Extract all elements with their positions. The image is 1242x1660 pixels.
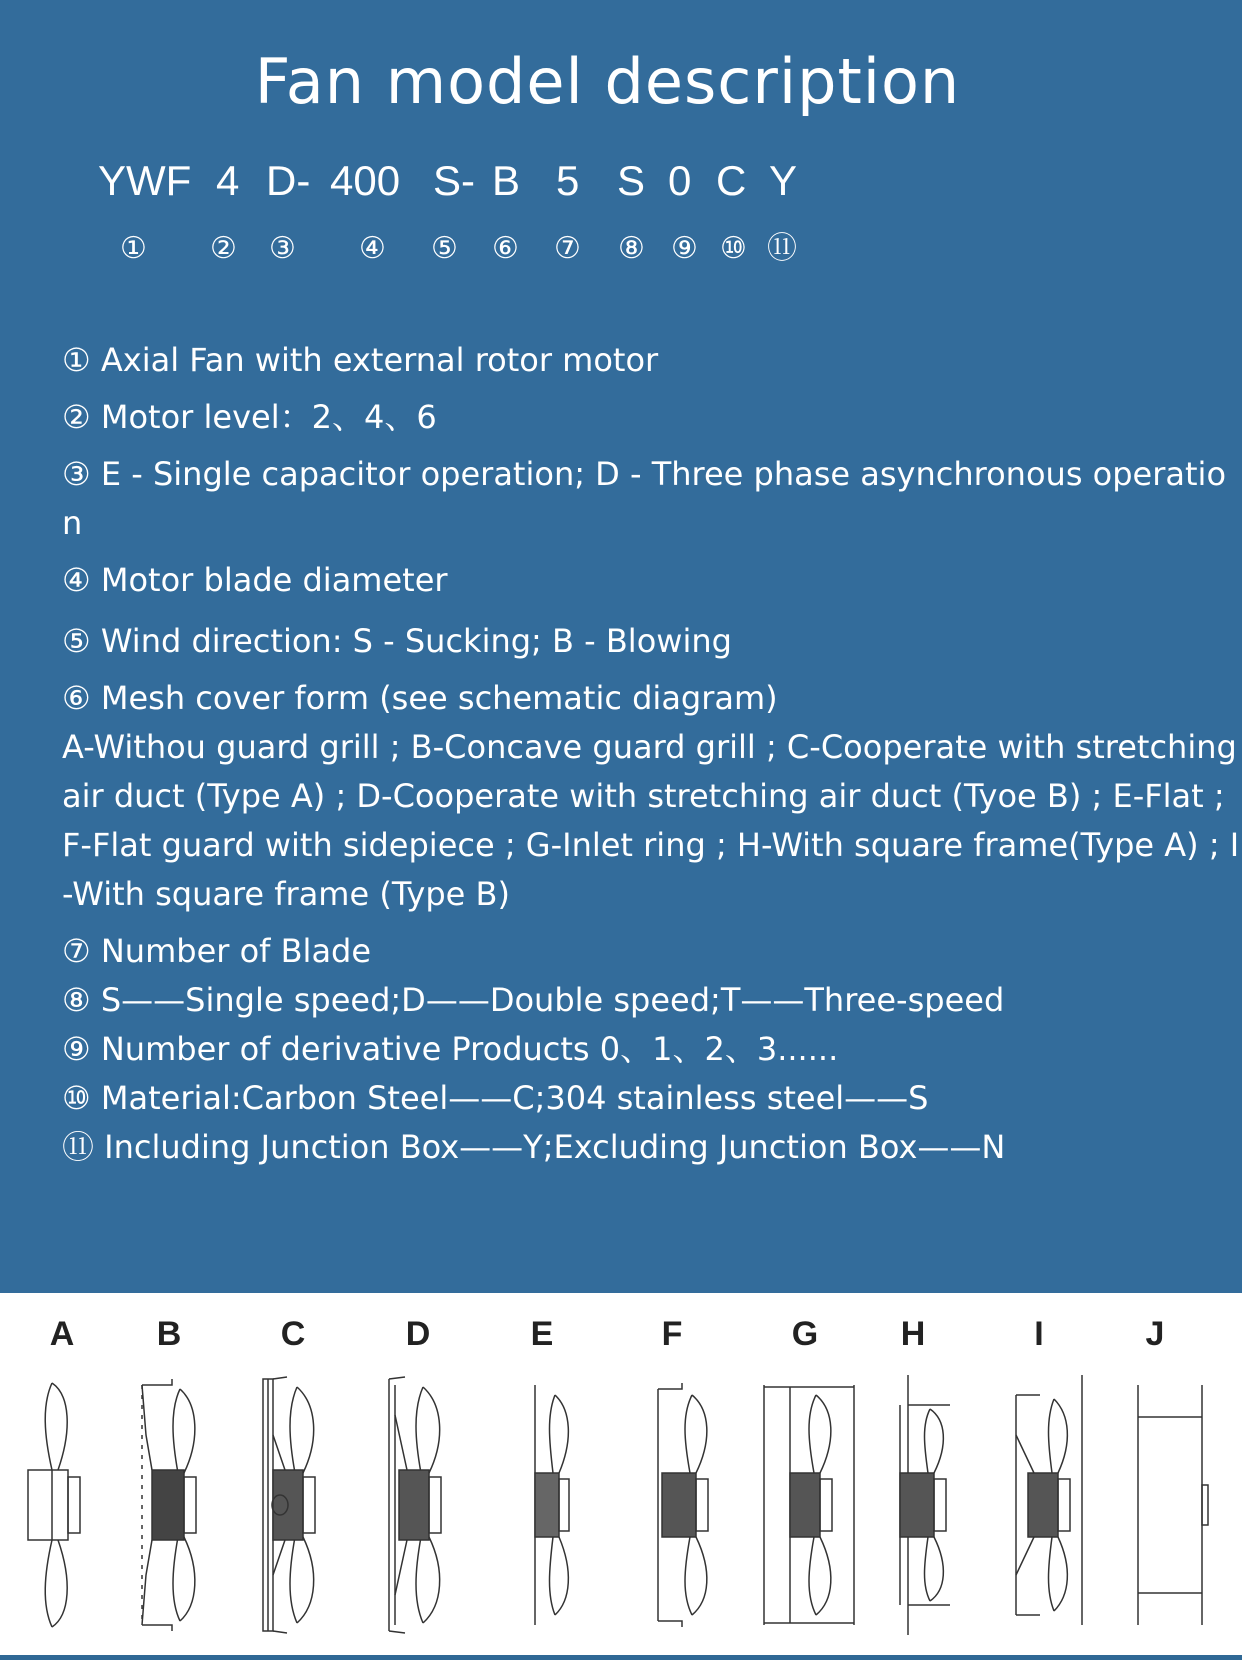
item-material: ⑩ Material:Carbon Steel——C;304 stainless steel——S (62, 1079, 929, 1117)
diagram-label-j: J (1145, 1315, 1165, 1353)
item-motor-level: ② Motor level：2、4、6 (62, 398, 437, 436)
code-number-8: ⑧ (618, 231, 645, 266)
diagram-label-a: A (49, 1315, 75, 1353)
diagram-labels (0, 1315, 1242, 1365)
diagram-label-e: E (530, 1315, 554, 1353)
code-number-5: ⑤ (431, 231, 458, 266)
fan-diagram-h (890, 1375, 960, 1635)
code-part-junction: Y (769, 157, 798, 204)
item-motor-operation: ③ E - Single capacitor operation; D - Three phase asynchronous operation (62, 455, 1227, 542)
fan-diagram-e (525, 1375, 585, 1635)
code-part-motor-type: D- (266, 157, 311, 204)
fan-diagram-d (385, 1375, 465, 1635)
item-wind-direction: ⑤ Wind direction: S - Sucking; B - Blowing (62, 622, 732, 660)
item-fan-type: ① Axial Fan with external rotor motor (62, 341, 659, 379)
fan-diagram-i (1010, 1375, 1090, 1635)
code-number-row (0, 229, 1242, 269)
code-part-ywf: YWF (98, 157, 192, 204)
diagram-label-c: C (280, 1315, 306, 1353)
code-part-blades: 5 (556, 157, 580, 204)
code-number-7: ⑦ (554, 231, 581, 266)
model-code-row (0, 150, 1242, 212)
code-number-11: ⑪ (767, 231, 797, 266)
description-list (62, 336, 1242, 1172)
code-number-1: ① (120, 231, 147, 266)
bottom-border (0, 1655, 1242, 1660)
code-part-speed: S (617, 157, 646, 204)
code-number-3: ③ (269, 231, 296, 266)
fan-diagram-g (760, 1375, 860, 1635)
code-part-mesh: B (492, 157, 521, 204)
fan-diagram-j (1132, 1375, 1212, 1635)
item-junction-box: ⑪ Including Junction Box——Y;Excluding Junction Box——N (62, 1128, 1006, 1166)
code-number-2: ② (210, 231, 237, 266)
fan-diagram-a (22, 1375, 92, 1635)
item-derivative: ⑨ Number of derivative Products 0、1、2、3...... (62, 1030, 839, 1068)
diagram-label-g: G (791, 1315, 819, 1353)
code-part-pole: 4 (216, 157, 240, 204)
fan-diagram-f (652, 1375, 722, 1635)
code-part-material: C (716, 157, 747, 204)
fan-diagram-c (255, 1375, 335, 1635)
item-mesh-cover-types: A-Withou guard grill ; B-Concave guard grill ; C-Cooperate with stretching air duct (Type A) ; D-Cooperate with stretching air duct (Tyoe B) ; E-Flat ; F-Flat guard with sidepiece ; G-Inlet ring ; H-With square frame(Type A) ; I-With square frame (Type B) (62, 728, 1240, 913)
item-mesh-cover: ⑥ Mesh cover form (see schematic diagram) (62, 679, 778, 717)
code-part-direction: S- (433, 157, 475, 204)
diagram-label-d: D (405, 1315, 431, 1353)
code-number-6: ⑥ (492, 231, 519, 266)
code-part-derivative: 0 (668, 157, 692, 204)
code-number-10: ⑩ (720, 231, 747, 266)
code-number-4: ④ (359, 231, 386, 266)
code-number-9: ⑨ (671, 231, 698, 266)
code-part-diameter: 400 (330, 157, 401, 204)
item-blade-diameter: ④ Motor blade diameter (62, 561, 448, 599)
diagram-label-h: H (900, 1315, 926, 1353)
diagram-label-i: I (1034, 1315, 1044, 1353)
item-blade-count: ⑦ Number of Blade (62, 932, 372, 970)
diagram-label-f: F (661, 1315, 683, 1353)
item-speed: ⑧ S——Single speed;D——Double speed;T——Three-speed (62, 981, 1005, 1019)
page-title: Fan model description (254, 45, 961, 118)
diagram-label-b: B (156, 1315, 182, 1353)
fan-diagram-b (132, 1375, 212, 1635)
